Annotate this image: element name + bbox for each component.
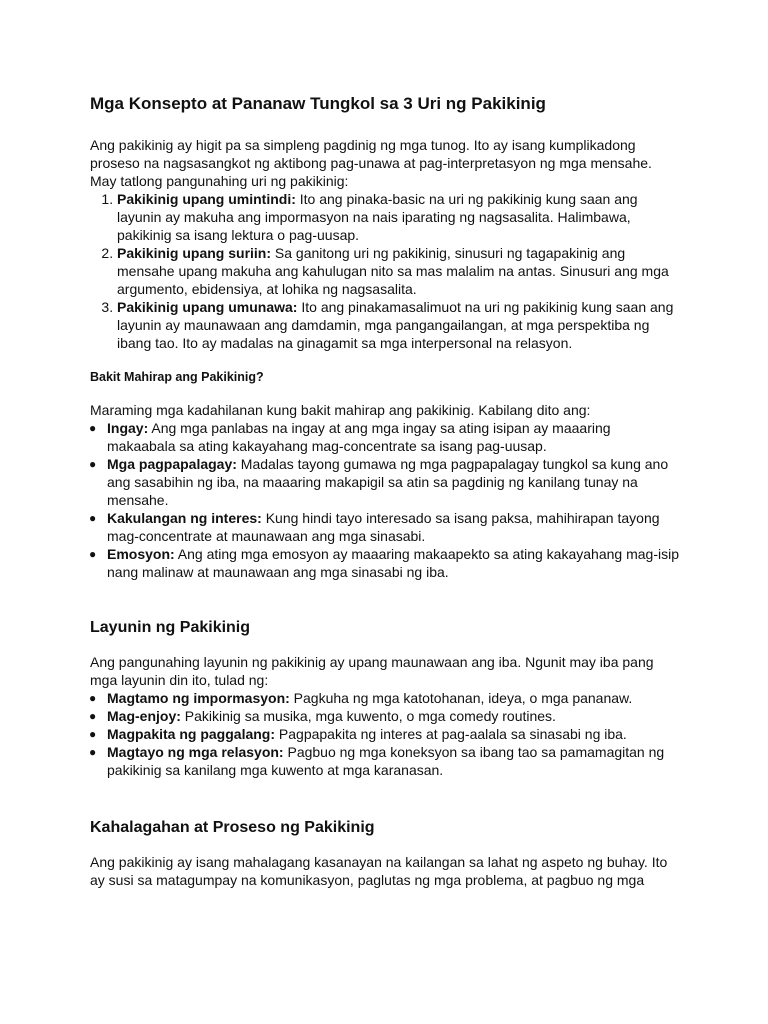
purpose-list (90, 689, 680, 779)
list-item (89, 455, 680, 509)
bullet-icon: ● (89, 511, 97, 525)
difficulty-intro: Maraming mga kadahilanan kung bakit mahirap ang pakikinig. Kabilang dito ang: (90, 402, 591, 418)
list-item (89, 689, 680, 707)
list-item-term: Emosyon: (107, 546, 175, 562)
difficulty-list (90, 419, 680, 581)
list-item (89, 743, 680, 779)
bullet-icon: ● (89, 691, 97, 705)
list-item (89, 509, 680, 545)
list-item-term: Kakulangan ng interes: (107, 510, 262, 526)
difficulty-heading: Bakit Mahirap ang Pakikinig? (90, 370, 264, 384)
list-item (117, 244, 680, 298)
list-item-text: Sa ganitong uri ng pakikinig, sinusuri ng tagapakinig ang mensahe upang makuha ang kahulugan nito sa mas malalim na antas. Sinusuri ang mga argumento, ebidensiya, at lohika ng nagsasalita. (117, 245, 669, 297)
list-item-text: Kung hindi tayo interesado sa isang paksa, mahihirapan tayong mag-concentrate at maunawaan ang mga sinasabi. (107, 510, 660, 544)
bullet-icon: ● (89, 745, 97, 759)
intro-paragraph: Ang pakikinig ay higit pa sa simpleng pagdinig ng mga tunog. Ito ay isang kumplikadong proseso na nagsasangkot ng aktibong pag-unawa at pag-interpretasyon ng mga mensahe. May tatlong pangunahing uri ng pakikinig: (90, 137, 652, 189)
list-item-text: Pagbuo ng mga koneksyon sa ibang tao sa pamamagitan ng pakikinig sa kanilang mga kuwento at mga karanasan. (107, 744, 665, 778)
list-item-term: Mag-enjoy: (107, 708, 181, 724)
list-item-term: Magtayo ng mga relasyon: (107, 744, 284, 760)
importance-heading: Kahalagahan at Proseso ng Pakikinig (90, 819, 375, 836)
list-item (117, 190, 680, 244)
bullet-icon: ● (89, 457, 97, 471)
listening-types-list (90, 190, 680, 352)
bullet-icon: ● (89, 709, 97, 723)
list-item-term: Ingay: (107, 420, 149, 436)
importance-intro: Ang pakikinig ay isang mahalagang kasanayan na kailangan sa lahat ng aspeto ng buhay. Ito ay susi sa matagumpay na komunikasyon, paglutas ng mga problema, at pagbuo ng mga (90, 854, 668, 888)
list-item-text: Madalas tayong gumawa ng mga pagpapalagay tungkol sa kung ano ang sasabihin ng iba, na maaaring makapigil sa atin sa pagdinig ng kanilang tunay na mensahe. (107, 456, 669, 508)
list-item (89, 707, 680, 725)
purpose-intro: Ang pangunahing layunin ng pakikinig ay upang maunawaan ang iba. Ngunit may iba pang mga layunin din ito, tulad ng: (90, 654, 654, 688)
list-item-text: Ito ang pinakamasalimuot na uri ng pakikinig kung saan ang layunin ay maunawaan ang damdamin, mga pangangailangan, at mga perspektiba ng ibang tao. Ito ay madalas na ginagamit sa mga interpersonal na relasyon. (117, 299, 674, 351)
bullet-icon: ● (89, 727, 97, 741)
list-item-term: Pakikinig upang suriin: (117, 245, 272, 261)
purpose-heading: Layunin ng Pakikinig (90, 619, 251, 636)
list-item-text: Pagpapakita ng interes at pag-aalala sa sinasabi ng iba. (275, 726, 627, 742)
page-title: Mga Konsepto at Pananaw Tungkol sa 3 Uri ng Pakikinig (90, 94, 546, 113)
list-item-text: Pagkuha ng mga katotohanan, ideya, o mga pananaw. (289, 690, 633, 706)
list-item (89, 725, 680, 743)
list-item-text: Ang mga panlabas na ingay at ang mga ingay sa ating isipan ay maaaring makaabala sa ating kakayahang mag-concentrate sa isang pag-uusap. (107, 420, 611, 454)
list-item (89, 419, 680, 455)
list-item-term: Magtamo ng impormasyon: (107, 690, 290, 706)
list-item-term: Mga pagpapalagay: (107, 456, 237, 472)
bullet-icon: ● (89, 547, 97, 561)
list-item (117, 298, 680, 352)
list-item-term: Pakikinig upang umintindi: (117, 191, 296, 207)
list-item (89, 545, 680, 581)
bullet-icon: ● (89, 421, 97, 435)
list-item-text: Pakikinig sa musika, mga kuwento, o mga comedy routines. (180, 708, 556, 724)
list-item-text: Ang ating mga emosyon ay maaaring makaapekto sa ating kakayahang mag-isip nang malinaw at maunawaan ang mga sinasabi ng iba. (107, 546, 679, 580)
list-item-term: Pakikinig upang umunawa: (117, 299, 298, 315)
list-item-term: Magpakita ng paggalang: (107, 726, 276, 742)
list-item-text: Ito ang pinaka-basic na uri ng pakikinig kung saan ang layunin ay makuha ang impormasyon na nais iparating ng nagsasalita. Halimbawa, pakikinig sa isang lektura o pag-uusap. (117, 191, 638, 243)
